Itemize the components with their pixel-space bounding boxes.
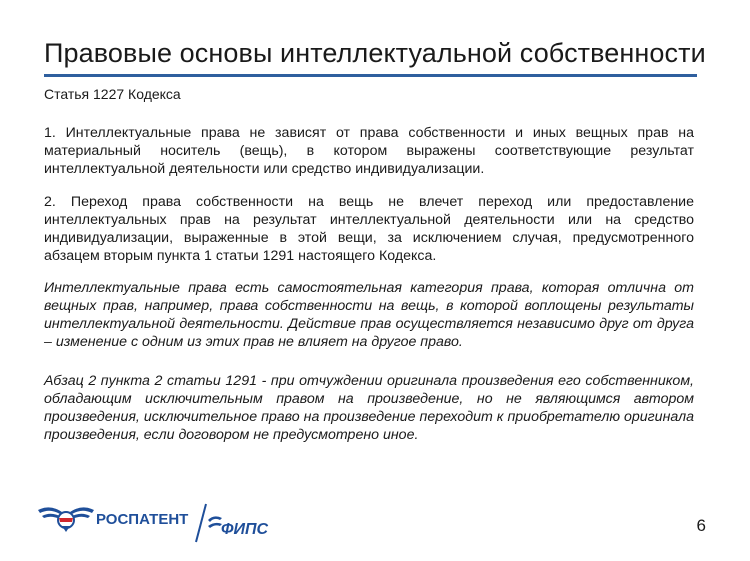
paragraph-commentary: Интеллектуальные права есть самостоятельная категория права, которая отлична от вещных прав, например, права собственности на вещь, в которой воплощены результаты интеллектуальной деятельности. Действие прав осуществляется независимо друг от друга – изменение с одним из этих прав не влияет на другое право.	[44, 280, 694, 350]
fips-wordmark: ФИПС	[221, 521, 269, 538]
paragraph-2: 2. Переход права собственности на вещь не влечет переход или предоставление интеллектуальных прав на результат интеллектуальной деятельности или на средство индивидуализации, выраженные в этой вещи, за исключением случая, предусмотренного абзацем вторым пункта 1 статьи 1291 настоящего Кодекса.	[44, 194, 694, 264]
logo-divider	[196, 504, 206, 542]
page-number: 6	[696, 516, 706, 535]
fips-emblem-icon	[208, 516, 222, 528]
rospatent-wordmark: РОСПАТЕНТ	[96, 511, 189, 528]
paragraph-article-1291: Абзац 2 пункта 2 статьи 1291 - при отчуждении оригинала произведения его собственником, обладающим исключительным правом на произведение, но не являющимся автором произведения, исключительное право на произведение переходит к приобретателю оригинала произведения, если договором не предусмотрено иное.	[44, 373, 694, 443]
rospatent-emblem-icon	[38, 507, 94, 532]
slide-title: Правовые основы интеллектуальной собственности	[44, 38, 706, 68]
footer-logos	[36, 498, 296, 546]
title-underline	[44, 74, 697, 77]
paragraph-1: 1. Интеллектуальные права не зависят от права собственности и иных вещных прав на материальный носитель (вещь), в котором выражены соответствующие результат интеллектуальной деятельности или средство индивидуализации.	[44, 125, 694, 177]
article-heading: Статья 1227 Кодекса	[44, 86, 181, 102]
rospatent-fips-logo	[36, 498, 296, 546]
